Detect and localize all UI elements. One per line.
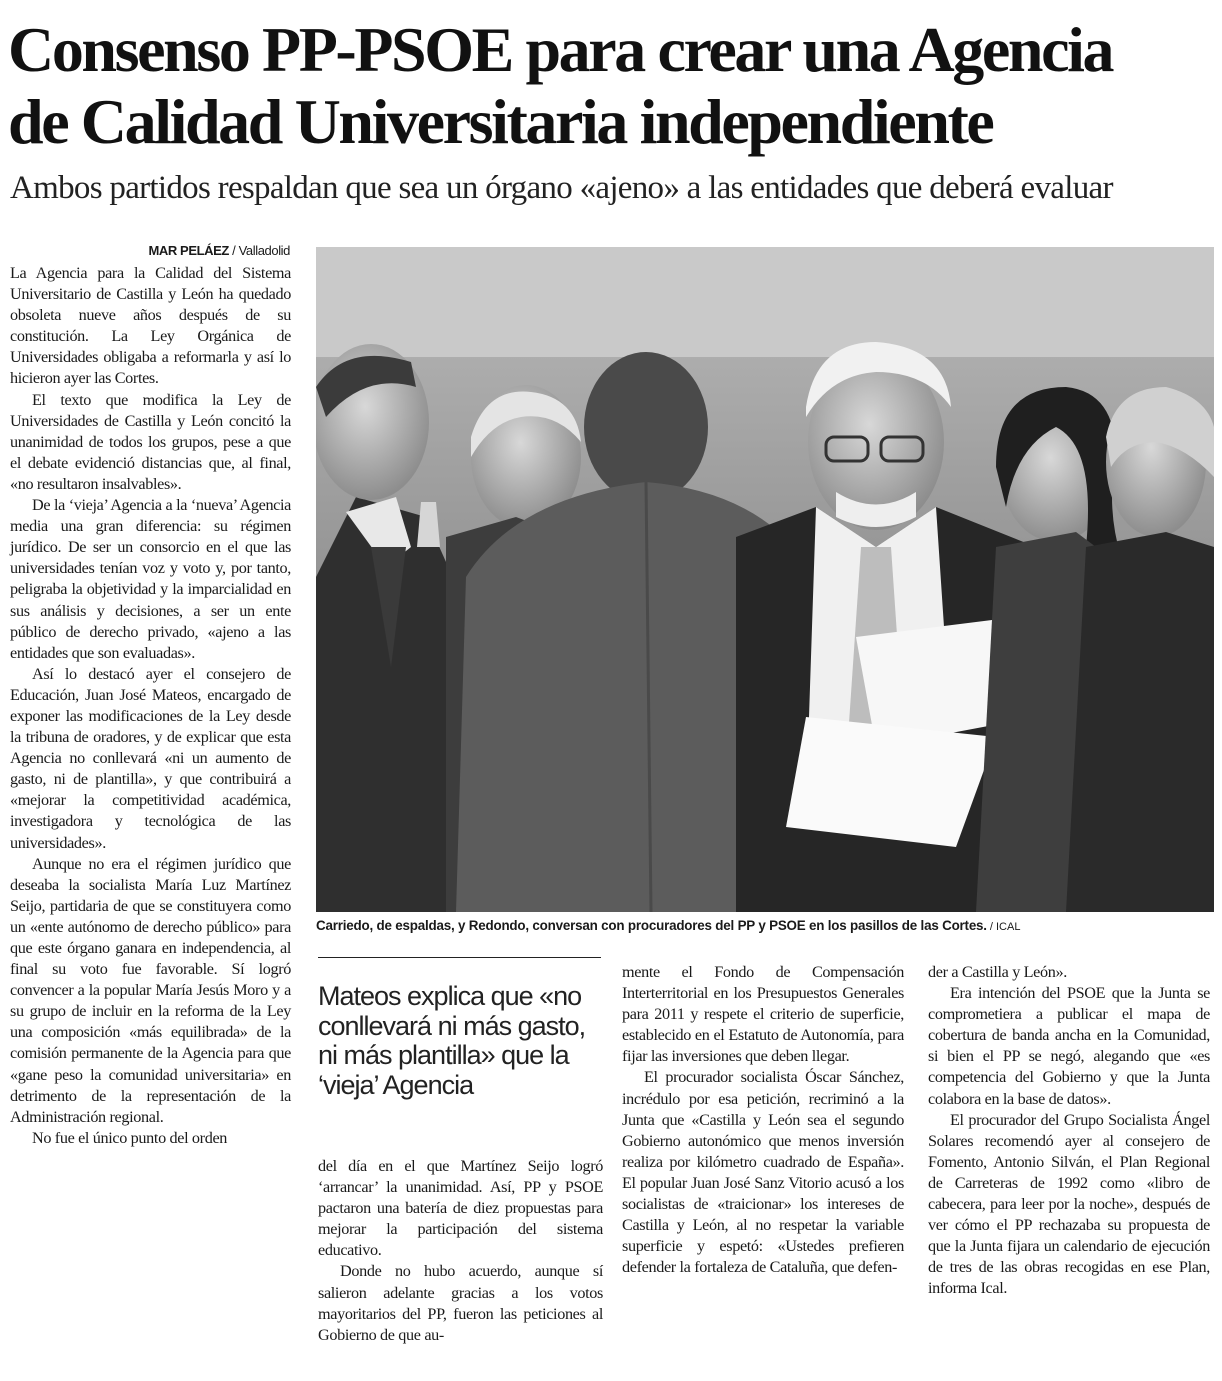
headline-line-1: Consenso PP-PSOE para crear una Agencia <box>8 14 1113 85</box>
paragraph: Así lo destacó ayer el consejero de Educación, Juan José Mateos, encargado de exponer las modificaciones de la Ley desde la tribuna de oradores, y de explicar que esta Agencia no conllevará «ni un aumento de gasto, ni de plantilla», y que contribuirá a «mejorar la competitividad académica, investigadora y tecnológica de las universidades». <box>10 664 291 852</box>
photo-caption <box>316 916 1214 937</box>
paragraph: Donde no hubo acuerdo, aunque sí salieron adelante gracias a los votos mayoritarios del PP, fueron las peticiones al Gobierno de que au- <box>318 1262 603 1344</box>
article-column-2 <box>318 1156 603 1346</box>
photo-credit: / ICAL <box>986 921 1021 933</box>
subheadline: Ambos partidos respaldan que sea un órgano «ajeno» a las entidades que deberá evaluar <box>10 170 1113 206</box>
paragraph: El procurador del Grupo Socialista Ángel Solares recomendó ayer al consejero de Fomento, Antonio Silván, el Plan Regional de Carreteras de 1992 como «libro de cabecera, para leer por la noche», después de ver cómo el PP rechazaba su propuesta de que la Junta fijara un calendario de ejecución de tres de las obras recogidas en ese Plan, informa Ical. <box>928 1110 1210 1298</box>
paragraph: El procurador socialista Óscar Sánchez, incrédulo por esa petición, recriminó a la Junta que «Castilla y León sea el segundo Gobierno autonómico que menos inversión realiza por kilómetro cuadrado de España». El popular Juan José Sanz Vitorio acusó a los socialistas de «traicionar» los intereses de Castilla y León, al no respetar la variable superficie y espetó: «Ustedes prefieren defender la fortaleza de Cataluña, que defen- <box>622 1068 904 1277</box>
byline-author: MAR PELÁEZ <box>148 243 229 258</box>
byline <box>10 242 290 260</box>
paragraph: De la ‘vieja’ Agencia a la ‘nueva’ Agencia media una gran diferencia: su régimen jurídico. De ser un consorcio en el que las universidades tenían voz y voto y, por tanto, peligraba la objetividad y la imparcialidad en sus análisis y decisiones, a ser un ente público de derecho privado, «ajeno a las entidades que son evaluadas». <box>10 496 291 662</box>
headline-line-2: de Calidad Universitaria independiente <box>8 86 993 157</box>
paragraph: Aunque no era el régimen jurídico que deseaba la socialista María Luz Martínez Seijo, partidaria de que se constituyera como un «ente autónomo de derecho público» para que este órgano ganara en independencia, al final su voto fue favorable. Sí logró convencer a la popular María Jesús Moro y a su grupo de incluir en la reforma de la Ley una composición «más equilibrada» de la comisión permanente de la Agencia para que «gane peso la comunidad universitaria» en detrimento de la representación de la Administración regional. <box>10 854 291 1126</box>
article-column-3 <box>622 962 904 1278</box>
paragraph: del día en el que Martínez Seijo logró ‘arrancar’ la unanimidad. Así, PP y PSOE pactaron una batería de diez propuestas para mejorar la participación del sistema educativo. <box>318 1157 603 1260</box>
article-column-4 <box>928 962 1210 1300</box>
paragraph: La Agencia para la Calidad del Sistema Universitario de Castilla y León ha quedado obsoleta nueve años después de su constitución. La Ley Orgánica de Universidades obligaba a reformarla y así lo hicieron ayer las Cortes. <box>10 264 291 388</box>
paragraph: No fue el único punto del orden <box>32 1128 228 1147</box>
pull-quote-rule <box>318 957 601 958</box>
pull-quote: Mateos explica que «no conllevará ni más gasto, ni más plantilla» que la ‘vieja’ Agencia <box>318 981 586 1100</box>
paragraph: der a Castilla y León». <box>928 963 1067 981</box>
caption-text: Carriedo, de espaldas, y Redondo, conversan con procuradores del PP y PSOE en los pasillos de las Cortes. <box>316 918 987 933</box>
paragraph: Era intención del PSOE que la Junta se comprometiera a publicar el mapa de cobertura de banda ancha en la Comunidad, si bien el PP se negó, alegando que «es competencia del Gobierno y que la Junta colabora en la base de datos». <box>928 984 1210 1108</box>
article-column-1 <box>10 263 291 1149</box>
paragraph: mente el Fondo de Compensación Interterritorial en los Presupuestos Generales para 2011 y respete el criterio de superficie, establecido en el Estatuto de Autonomía, para fijar las inversiones que deben llegar. <box>622 963 904 1066</box>
headline <box>8 14 1218 158</box>
byline-place: / Valladolid <box>228 243 290 258</box>
paragraph: El texto que modifica la Ley de Universidades de Castilla y León concitó la unanimidad de todos los grupos, pese a que el debate evidenció distancias que, al final, «no resultaron insalvables». <box>10 390 291 493</box>
news-photo <box>316 247 1214 912</box>
